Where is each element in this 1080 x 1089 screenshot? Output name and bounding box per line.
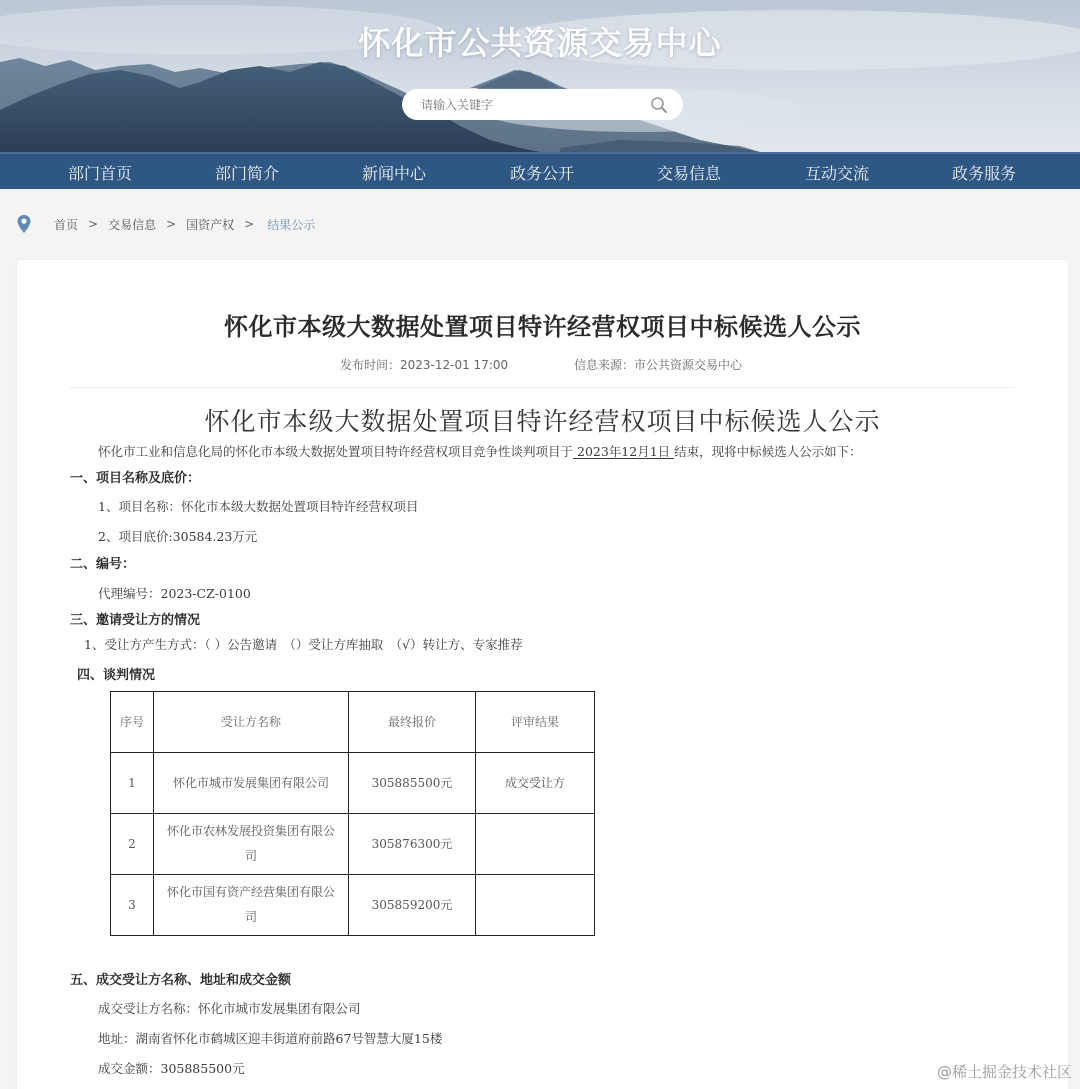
cell-final-price: 305885500元 — [349, 753, 476, 814]
deal-amount: 成交金额：305885500元 — [98, 1061, 245, 1076]
intro-text-before: 怀化市工业和信息化局的怀化市本级大数据处置项目特许经营权项目竞争性谈判项目于 — [98, 444, 574, 459]
nav-item-services[interactable]: 政务服务 — [951, 164, 1017, 183]
watermark: @稀土掘金技术社区 — [936, 1063, 1072, 1081]
publish-time: 发布时间：2023-12-01 17:00 — [340, 358, 509, 372]
cell-index: 2 — [111, 814, 154, 875]
search-icon[interactable] — [649, 95, 669, 115]
cell-index: 1 — [111, 753, 154, 814]
intro-text-after: 结束，现将中标候选人公示如下： — [674, 444, 862, 459]
nav-item-government-affairs[interactable]: 政务公开 — [509, 164, 575, 183]
col-header-bidder-name: 受让方名称 — [154, 692, 349, 753]
winner-address: 地址：湖南省怀化市鹤城区迎丰街道府前路67号智慧大厦15楼 — [98, 1031, 443, 1046]
document-title: 怀化市本级大数据处置项目特许经营权项目中标候选人公示 — [204, 407, 881, 436]
main-nav — [0, 152, 1080, 189]
col-header-index: 序号 — [111, 692, 154, 753]
col-header-final-price: 最终报价 — [349, 692, 476, 753]
cell-review-result: 成交受让方 — [476, 753, 595, 814]
breadcrumb-home[interactable]: 首页 — [54, 217, 79, 232]
nav-item-trade-info[interactable]: 交易信息 — [656, 164, 722, 183]
info-source: 信息来源：市公共资源交易中心 — [574, 358, 743, 372]
breadcrumb-trade-info[interactable]: 交易信息 — [108, 217, 157, 232]
site-title: 怀化市公共资源交易中心 — [358, 24, 722, 62]
section-5-heading: 五、成交受让方名称、地址和成交金额 — [70, 973, 292, 988]
section-4-heading: 四、谈判情况 — [77, 668, 156, 683]
negotiation-results-table — [110, 691, 595, 936]
project-base-price: 2、项目底价:30584.23万元 — [98, 529, 258, 544]
cell-review-result — [476, 875, 595, 936]
search-bar[interactable] — [402, 89, 683, 120]
table-header-row — [111, 692, 595, 753]
cell-review-result — [476, 814, 595, 875]
article-card — [17, 260, 1068, 1089]
winner-name: 成交受让方名称：怀化市城市发展集团有限公司 — [98, 1001, 361, 1016]
table-row — [111, 753, 595, 814]
cell-final-price: 305876300元 — [349, 814, 476, 875]
title-divider — [70, 387, 1015, 388]
nav-item-interaction[interactable]: 互动交流 — [804, 164, 870, 183]
cell-index: 3 — [111, 875, 154, 936]
col-header-review-result: 评审结果 — [476, 692, 595, 753]
breadcrumb-current[interactable]: 结果公示 — [267, 217, 316, 232]
agency-number: 代理编号：2023-CZ-0100 — [98, 586, 251, 601]
header-banner — [0, 0, 1080, 152]
cell-final-price: 305859200元 — [349, 875, 476, 936]
table-row — [111, 814, 595, 875]
breadcrumb — [16, 214, 315, 234]
location-pin-icon — [16, 214, 32, 234]
cell-bidder-name: 怀化市城市发展集团有限公司 — [154, 753, 349, 814]
project-name: 1、项目名称：怀化市本级大数据处置项目特许经营权项目 — [98, 499, 419, 514]
selection-method: 1、受让方产生方式：（ ）公告邀请 （）受让方库抽取 （√）转让方、专家推荐 — [84, 637, 523, 652]
breadcrumb-separator: > — [166, 217, 177, 231]
cell-bidder-name: 怀化市国有资产经营集团有限公司 — [154, 875, 349, 936]
table-row — [111, 875, 595, 936]
article-title: 怀化市本级大数据处置项目特许经营权项目中标候选人公示 — [224, 313, 861, 341]
breadcrumb-state-assets[interactable]: 国资产权 — [186, 217, 235, 232]
section-2-heading: 二、编号： — [70, 557, 136, 572]
intro-paragraph — [98, 442, 862, 460]
search-input[interactable] — [421, 98, 649, 112]
cell-bidder-name: 怀化市农林发展投资集团有限公司 — [154, 814, 349, 875]
nav-item-news[interactable]: 新闻中心 — [361, 164, 427, 183]
breadcrumb-separator: > — [88, 217, 99, 231]
nav-item-about[interactable]: 部门简介 — [214, 164, 280, 183]
intro-date: 2023年12月1日 — [573, 444, 675, 459]
nav-item-home[interactable]: 部门首页 — [67, 164, 133, 183]
section-1-heading: 一、项目名称及底价： — [70, 471, 201, 486]
section-3-heading: 三、邀请受让方的情况 — [70, 613, 201, 628]
breadcrumb-separator: > — [244, 217, 255, 231]
